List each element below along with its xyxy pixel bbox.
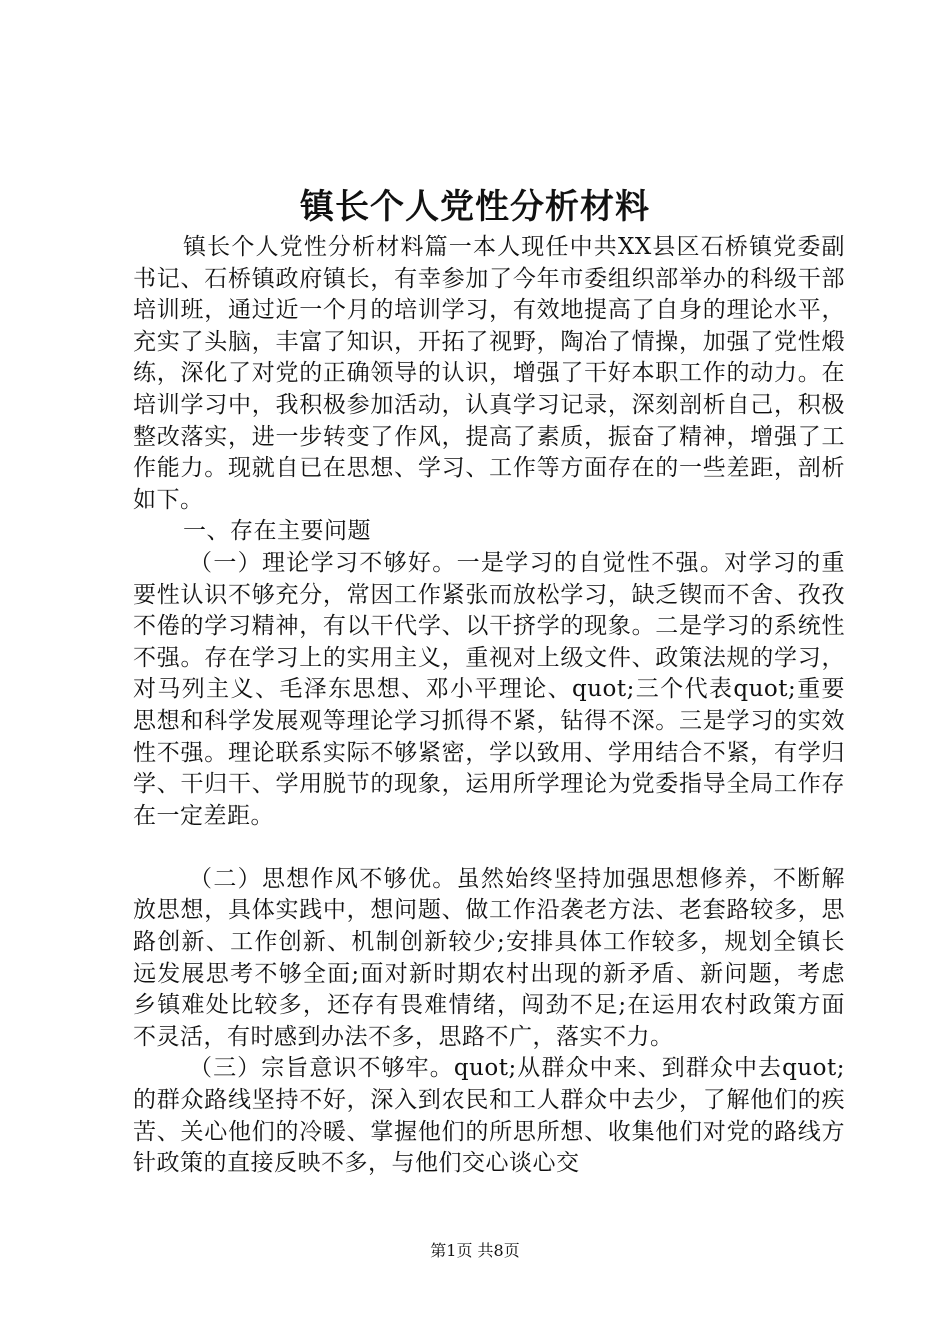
paragraph-intro: 镇长个人党性分析材料篇一本人现任中共XX县区石桥镇党委副书记、石桥镇政府镇长，有幸参加了今年市委组织部举办的科级干部培训班，通过近一个月的培训学习，有效地提高了自身的理论水平，充实了头脑，丰富了知识，开拓了视野，陶冶了情操，加强了党性煅练，深化了对党的正确领导的认识，增强了干好本职工作的动力。在培训学习中，我积极参加活动，认真学习记录，深刻剖析自己，积极整改落实，进一步转变了作风，提高了素质，振奋了精神，增强了工作能力。现就自已在思想、学习、工作等方面存在的一些差距，剖析如下。 [133, 234, 845, 513]
paragraph-purpose-awareness: （三）宗旨意识不够牢。quot;从群众中来、到群众中去quot;的群众路线坚持不好，深入到农民和工人群众中去少，了解他们的疾苦、关心他们的冷暖、掌握他们的所思所想、收集他们对党的路线方针政策的直接反映不多，与他们交心谈心交 [133, 1055, 845, 1177]
paragraph-work-style: （二）思想作风不够优。虽然始终坚持加强思想修养，不断解放思想，具体实践中，想问题、做工作沿袭老方法、老套路较多，思路创新、工作创新、机制创新较少;安排具体工作较多，规划全镇长远发展思考不够全面;面对新时期农村出现的新矛盾、新问题，考虑乡镇难处比较多，还存有畏难情绪，闯劲不足;在运用农村政策方面不灵活，有时感到办法不多，思路不广，落实不力。 [133, 865, 845, 1050]
paragraph-gap [133, 832, 845, 864]
document-body [133, 232, 845, 1180]
paragraph-theory-study: （一）理论学习不够好。一是学习的自觉性不强。对学习的重要性认识不够充分，常因工作紧张而放松学习，缺乏锲而不舍、孜孜不倦的学习精神，有以干代学、以干挤学的现象。二是学习的系统性不强。存在学习上的实用主义，重视对上级文件、政策法规的学习，对马列主义、毛泽东思想、邓小平理论、quot;三个代表quot;重要思想和科学发展观等理论学习抓得不紧，钻得不深。三是学习的实效性不强。理论联系实际不够紧密，学以致用、学用结合不紧，有学归学、干归干、学用脱节的现象，运用所学理论为党委指导全局工作存在一定差距。 [133, 549, 845, 829]
document-title: 镇长个人党性分析材料 [300, 187, 650, 227]
page-number-footer: 第1页 共8页 [430, 1241, 520, 1260]
section-heading-problems: 一、存在主要问题 [183, 518, 371, 545]
